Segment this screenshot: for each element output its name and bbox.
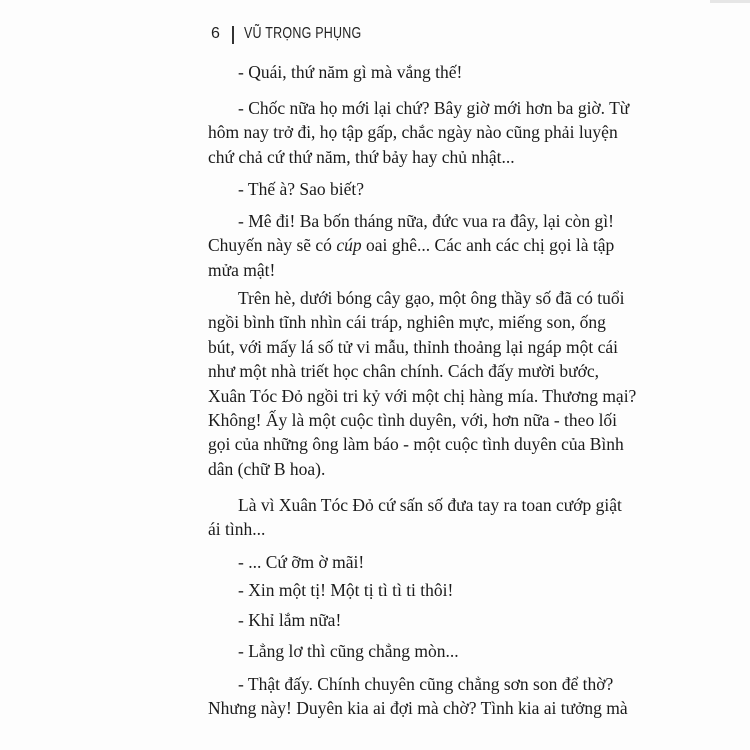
text-line: như một nhà triết học chân chính. Cách đấy mười bước, xyxy=(208,361,600,382)
text-line: mửa mật! xyxy=(208,259,276,280)
text-line: - Khỉ lắm nữa! xyxy=(238,610,342,630)
paragraph xyxy=(208,578,598,602)
author-name: VŨ TRỌNG PHỤNG xyxy=(244,25,362,42)
text-line: Nhưng này! Duyên kia ai đợi mà chờ? Tình kia ai tưởng mà xyxy=(208,698,628,719)
text-line: - Xin một tị! Một tị tì tì ti thôi! xyxy=(238,580,454,600)
text-line: ái tình... xyxy=(208,519,266,540)
page-number: 6 xyxy=(211,25,220,42)
page-edge-shadow xyxy=(710,0,750,3)
text-line: Là vì Xuân Tóc Đỏ cứ sấn số đưa tay ra toan cướp giật xyxy=(238,495,622,515)
paragraph xyxy=(208,60,598,84)
text-line: - Lẳng lơ thì cũng chẳng mòn... xyxy=(238,641,459,661)
paragraph xyxy=(208,493,622,542)
text-line: - Quái, thứ năm gì mà vắng thế! xyxy=(238,62,463,82)
text-line: - Thật đấy. Chính chuyên cũng chẳng sơn son để thờ? xyxy=(238,674,614,694)
header-divider xyxy=(232,26,234,44)
paragraph xyxy=(208,639,598,663)
paragraph xyxy=(208,672,628,721)
text-line: hôm nay trở đi, họ tập gấp, chắc ngày nào cũng phải luyện xyxy=(208,122,618,143)
paragraph xyxy=(208,608,598,632)
paragraph xyxy=(208,286,637,481)
text-line: Không! Ấy là một cuộc tình duyên, với, hơn nữa - theo lối xyxy=(208,409,618,430)
text-line: Trên hè, dưới bóng cây gạo, một ông thầy số đã có tuổi xyxy=(238,288,625,308)
paragraph xyxy=(208,550,598,574)
text-line: - Thế à? Sao biết? xyxy=(238,179,365,199)
text-line: Xuân Tóc Đỏ ngồi tri kỷ với một chị hàng mía. Thương mại? xyxy=(208,385,637,406)
text-line: - Chốc nữa họ mới lại chứ? Bây giờ mới hơn ba giờ. Từ xyxy=(238,98,630,118)
paragraph xyxy=(208,209,615,282)
text-line: - ... Cứ ỡm ờ mãi! xyxy=(238,552,365,572)
text-line: ngồi bình tĩnh nhìn cái tráp, nghiên mực, miếng son, ống xyxy=(208,312,606,333)
text-line: Chuyến này sẽ có cúp oai ghê... Các anh các chị gọi là tập xyxy=(208,235,615,256)
text-line: chứ chả cứ thứ năm, thứ bảy hay chủ nhật... xyxy=(208,146,515,167)
text-line: bút, với mấy lá số tử vi mẫu, thỉnh thoảng lại ngáp một cái xyxy=(208,336,618,357)
text-line: - Mê đi! Ba bốn tháng nữa, đức vua ra đây, lại còn gì! xyxy=(238,211,614,231)
text-line: dân (chữ B hoa). xyxy=(208,458,326,479)
text-line: gọi của những ông làm báo - một cuộc tình duyên của Bình xyxy=(208,434,624,455)
paragraph xyxy=(208,177,598,201)
paragraph xyxy=(208,96,630,169)
